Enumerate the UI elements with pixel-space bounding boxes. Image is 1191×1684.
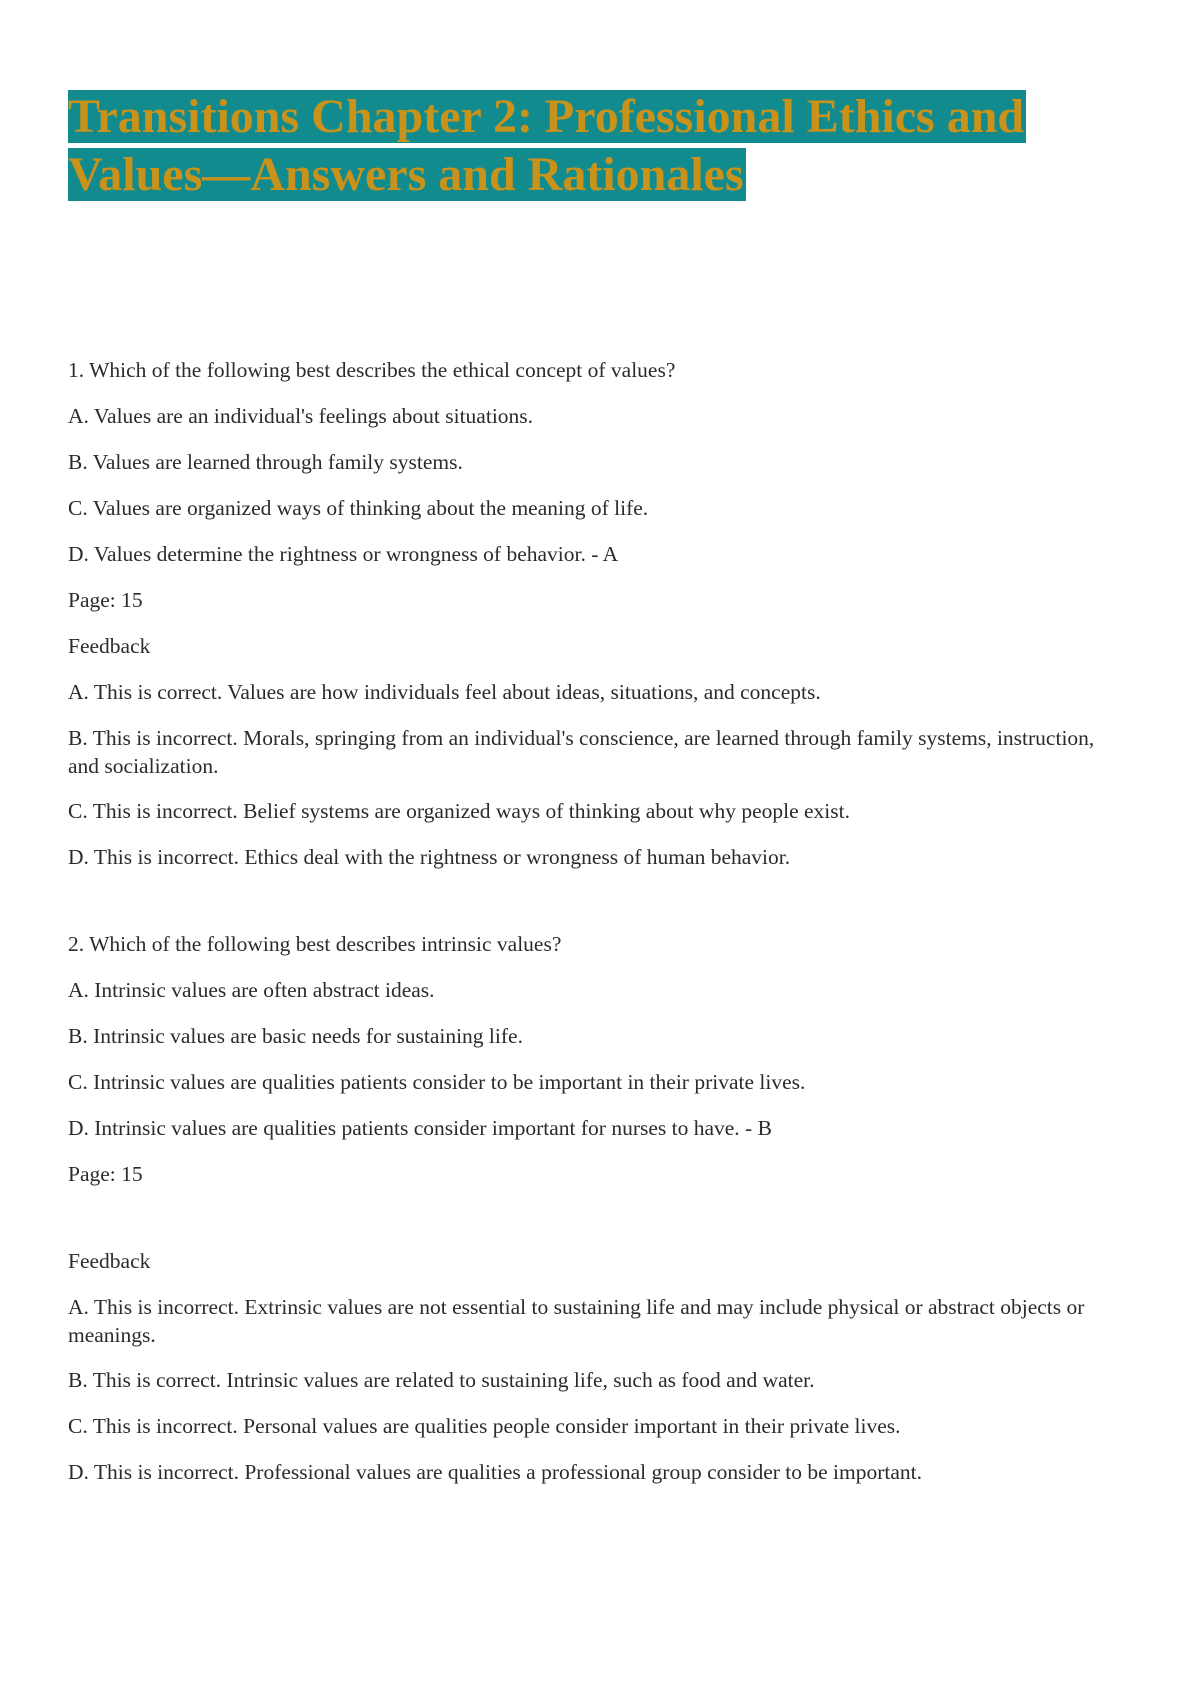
feedback-item: A. This is correct. Values are how individuals feel about ideas, situations, and concepts. — [68, 680, 821, 704]
question-text: 1. Which of the following best describes the ethical concept of values? — [68, 358, 676, 382]
answer-option: C. Intrinsic values are qualities patients consider to be important in their private lives. — [68, 1070, 806, 1094]
feedback-label: Feedback — [68, 1249, 151, 1273]
answer-option: D. Values determine the rightness or wrongness of behavior. - A — [68, 542, 619, 566]
feedback-label: Feedback — [68, 634, 151, 658]
feedback-item: C. This is incorrect. Personal values are qualities people consider important in their private lives. — [68, 1414, 901, 1438]
answer-option: A. Intrinsic values are often abstract ideas. — [68, 978, 435, 1002]
question-text: 2. Which of the following best describes intrinsic values? — [68, 932, 562, 956]
page-reference: Page: 15 — [68, 588, 143, 612]
answer-option: A. Values are an individual's feelings about situations. — [68, 404, 534, 428]
page-reference: Page: 15 — [68, 1162, 143, 1186]
answer-option: B. Values are learned through family systems. — [68, 450, 463, 474]
feedback-item: A. This is incorrect. Extrinsic values are not essential to sustaining life and may include physical or abstract objects or meanings. — [68, 1295, 1085, 1347]
answer-option: C. Values are organized ways of thinking about the meaning of life. — [68, 496, 649, 520]
page-title-text: Transitions Chapter 2: Professional Ethics and Values—Answers and Rationales — [68, 90, 1025, 201]
feedback-item: D. This is incorrect. Ethics deal with the rightness or wrongness of human behavior. — [68, 845, 791, 869]
feedback-item: B. This is incorrect. Morals, springing from an individual's conscience, are learned through family systems, instruction, and socialization. — [68, 726, 1095, 778]
feedback-item: C. This is incorrect. Belief systems are organized ways of thinking about why people exist. — [68, 799, 850, 823]
page-title — [68, 88, 1068, 204]
answer-option: D. Intrinsic values are qualities patients consider important for nurses to have. - B — [68, 1116, 772, 1140]
feedback-item: B. This is correct. Intrinsic values are related to sustaining life, such as food and water. — [68, 1368, 815, 1392]
answer-option: B. Intrinsic values are basic needs for sustaining life. — [68, 1024, 523, 1048]
feedback-item: D. This is incorrect. Professional values are qualities a professional group consider to be important. — [68, 1460, 923, 1484]
